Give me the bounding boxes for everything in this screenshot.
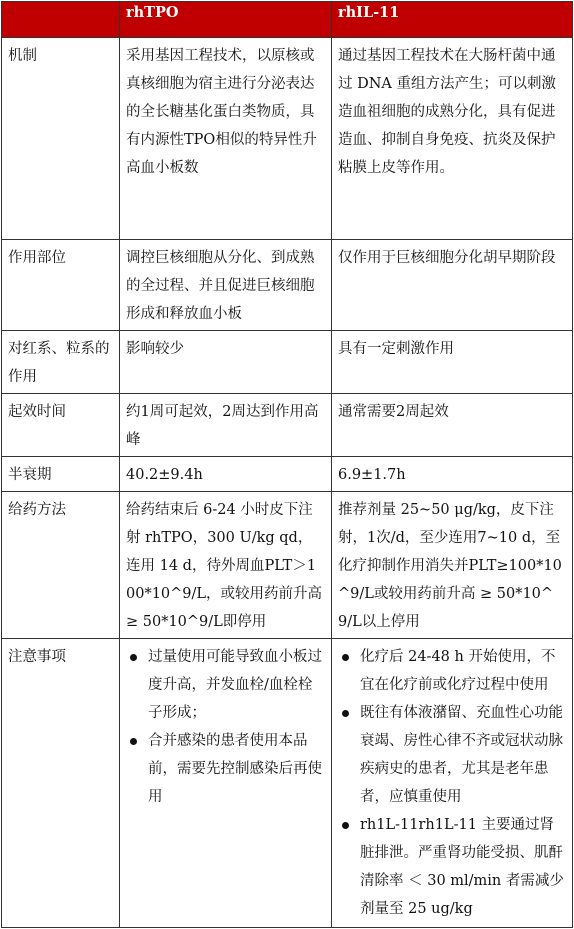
list-item (338, 643, 566, 699)
cell-rhil11: 6.9±1.7h (332, 457, 573, 492)
table-row-onset (2, 394, 573, 457)
cell-rhtpo: 40.2±9.4h (120, 457, 332, 492)
header-cell-rhtpo: rhTPO (120, 2, 332, 38)
cell-rhtpo: 约1周可起效，2周达到作用高峰 (120, 394, 332, 457)
table-row-mechanism (2, 38, 573, 240)
header-cell-rhil11: rhIL-11 (332, 2, 573, 38)
cell-rhtpo: 影响较少 (120, 331, 332, 394)
cell-rhtpo: 采用基因工程技术，以原核或真核细胞为宿主进行分泌表达的全长糖基化蛋白类物质，具有内源性TPO相似的特异性升高血小板数 (120, 38, 332, 240)
table-row-erythroid (2, 331, 573, 394)
cell-rhtpo: 调控巨核细胞从分化、到成熟的全过程、并且促进巨核细胞形成和释放血小板 (120, 240, 332, 331)
list-item (126, 727, 325, 811)
list-item-text: 既往有体液潴留、充血性心功能衰竭、房性心律不齐或冠状动脉疾病史的患者，尤其是老年患者，应慎重使用 (360, 705, 563, 805)
row-label: 半衰期 (2, 457, 120, 492)
cell-rhil11 (332, 639, 573, 928)
row-label: 机制 (2, 38, 120, 240)
list-item-text: 化疗后 24-48 h 开始使用，不宜在化疗前或化疗过程中使用 (360, 649, 556, 693)
cell-rhil11: 通过基因工程技术在大肠杆菌中通过 DNA 重组方法产生；可以刺激造血祖细胞的成熟分化，具有促进造血、抑制自身免疫、抗炎及保护粘膜上皮等作用。 (332, 38, 573, 240)
cell-rhil11: 仅作用于巨核细胞分化胡早期阶段 (332, 240, 573, 331)
bullet-dot-icon (130, 654, 137, 661)
list-item (126, 643, 325, 727)
table-row-site (2, 240, 573, 331)
cell-rhil11: 推荐剂量 25~50 μg/kg，皮下注射，1次/d，至少连用7~10 d，至化疗抑制作用消失并PLT≥100*10^9/L或较用药前升高 ≥ 50*10^9/L以上停用 (332, 492, 573, 639)
rhtpo-precaution-list (126, 643, 325, 811)
list-item-text: 过量使用可能导致血小板过度升高，并发血栓/血栓栓子形成； (148, 649, 322, 721)
comparison-table (1, 1, 573, 928)
cell-rhtpo (120, 639, 332, 928)
row-label: 注意事项 (2, 639, 120, 928)
row-label: 作用部位 (2, 240, 120, 331)
row-label: 对红系、粒系的作用 (2, 331, 120, 394)
cell-rhil11: 通常需要2周起效 (332, 394, 573, 457)
rhil11-precaution-list (338, 643, 566, 923)
bullet-dot-icon (342, 822, 349, 829)
table-header-row (2, 2, 573, 38)
table-row-halflife (2, 457, 573, 492)
bullet-dot-icon (130, 738, 137, 745)
list-item-text: 合并感染的患者使用本品前，需要先控制感染后再使用 (148, 733, 322, 805)
header-cell-empty (2, 2, 120, 38)
list-item (338, 699, 566, 811)
cell-rhil11: 具有一定刺激作用 (332, 331, 573, 394)
cell-rhtpo: 给药结束后 6-24 小时皮下注射 rhTPO，300 U/kg qd，连用 14 d，待外周血PLT＞100*10^9/L，或较用药前升高≥ 50*10^9/L即停用 (120, 492, 332, 639)
table-row-dosage (2, 492, 573, 639)
list-item-text: rh1L-11rh1L-11 主要通过肾脏排泄。严重肾功能受损、肌酐清除率 ＜ 30 ml/min 者需减少剂量至 25 ug/kg (360, 817, 564, 917)
row-label: 起效时间 (2, 394, 120, 457)
row-label: 给药方法 (2, 492, 120, 639)
bullet-dot-icon (342, 654, 349, 661)
table-row-precautions (2, 639, 573, 928)
list-item (338, 811, 566, 923)
bullet-dot-icon (342, 710, 349, 717)
